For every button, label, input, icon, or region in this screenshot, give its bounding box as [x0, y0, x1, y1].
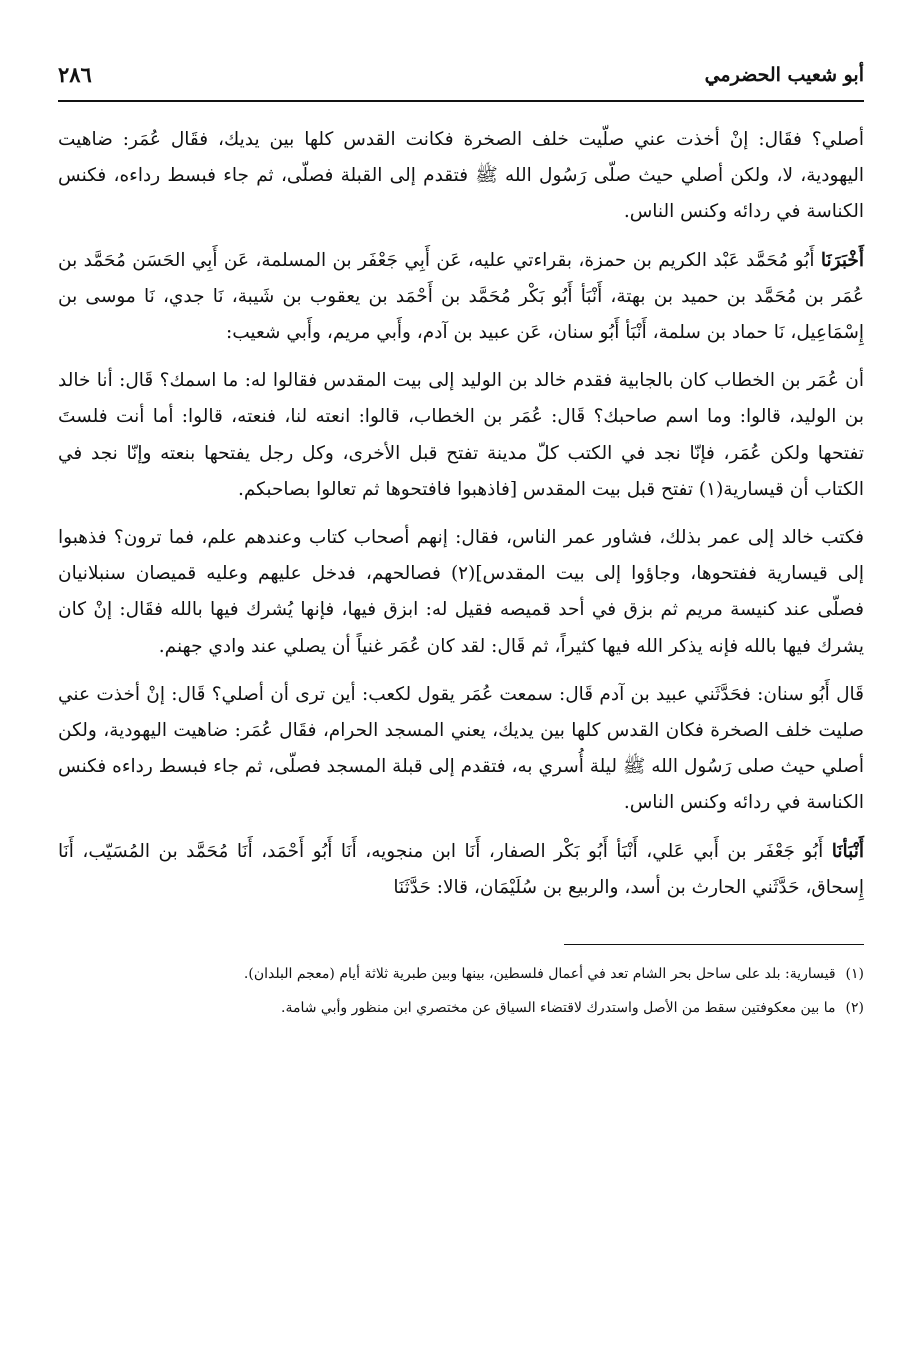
paragraph: [58, 243, 864, 352]
paragraph-text: فكتب خالد إلى عمر بذلك، فشاور عمر الناس، فقال: إنهم أصحاب كتاب وعندهم علم، فما ترون؟ فذهبوا إلى قيسارية ففتحوها، وجاؤوا إلى بيت المقدس](٢) فصالحهم، فدخل عليهم وعليه قميصان سنبلانيان فصلّى عند كنيسة مريم ثم بزق في أحد قميصه فقيل له: ابزق فيها، فإنها يُشرك فيها بالله فقَال: إنْ كان يشرك فيها بالله فإنه يذكر الله فيها كثيراً، ثم قَال: لقد كان عُمَر غنياً أن يصلي عند وادي جهنم.: [58, 527, 864, 657]
paragraph-text: قَال أَبُو سنان: فحَدَّثَني عبيد بن آدم قَال: سمعت عُمَر يقول لكعب: أين ترى أن أصلي؟ قَال: إنْ أخذت عني صليت خلف الصخرة فكان القدس كلها بين يديك، يعني المسجد الحرام، فقَال عُمَر: ضاهيت اليهودية، ولكن أصلي حيث صلى رَسُول الله ﷺ ليلة أُسري به، فتقدم إلى قبلة المسجد فصلّى، ثم جاء فبسط رداءه فكنس الكناسة في ردائه وكنس الناس.: [58, 683, 864, 814]
page-number: ٢٨٦: [58, 62, 92, 87]
footnote-text: قيسارية: بلد على ساحل بحر الشام تعد في أعمال فلسطين، بينها وبين طبرية ثلاثة أيام (معجم البلدان).: [243, 966, 836, 983]
paragraph-text: أَبُو جَعْفَر بن أَبي عَلي، أَنْبَأ أَبُو بَكْر الصفار، أَنَا ابن منجويه، أَنَا أَبُو أَحْمَد، أَنَا مُحَمَّد بن المُسَيّب، أَنَا إِسحاق، حَدَّثَني الحارث بن أسد، والربيع بن سُلَيْمَان، قالا: حَدَّثَنَا: [58, 840, 864, 898]
paragraph: [58, 363, 864, 508]
paragraph: [58, 677, 864, 822]
paragraph-text: أَبُو مُحَمَّد عَبْد الكريم بن حمزة، بقراءتي عليه، عَن أَبِي جَعْفَر بن المسلمة، عَن أَبِي الحَسَن مُحَمَّد بن عُمَر بن مُحَمَّد بن حميد بن بهتة، أَنْبَأ أَبُو بَكْر مُحَمَّد بن أَحْمَد بن يعقوب بن شَيبة، نَا جدي، نَا موسى بن إِسْمَاعِيل، نَا حماد بن سلمة، أَنْبَأ أَبُو سنان، عَن عبيد بن آدم، وأَبي مريم، وأَبي شعيب:: [58, 249, 864, 344]
footnote: [58, 995, 864, 1021]
paragraph-text: أصلي؟ فقَال: إنْ أخذت عني صلّيت خلف الصخرة فكانت القدس كلها بين يديك، فقَال عُمَر: ضاهيت اليهودية، لا، ولكن أصلي حيث صلّى رَسُول الله ﷺ فتقدم إلى القبلة فصلّى، ثم جاء فبسط رداءه، فكنس الكناسة في ردائه وكنس الناس.: [58, 129, 864, 223]
page-header: [58, 58, 864, 102]
footnote-marker: (١): [845, 966, 864, 983]
footnotes: [58, 961, 864, 1021]
paragraph: [58, 122, 864, 231]
footnote-separator: [564, 944, 864, 945]
paragraph: [58, 834, 864, 906]
running-title: أبو شعيب الحضرمي: [704, 64, 864, 86]
paragraph: [58, 520, 864, 665]
isnad-lead-word: أَخْبَرَنَا: [820, 249, 864, 271]
paragraph-text: أن عُمَر بن الخطاب كان بالجابية فقدم خالد بن الوليد إلى بيت المقدس فقالوا له: ما اسمك؟ قَال: أنا خالد بن الوليد، قالوا: وما اسم صاحبك؟ قَال: عُمَر بن الخطاب، قالوا: انعته لنا، فنعته، قالوا: أما أنت فلستَ تفتحها ولكن عُمَر، فإنّا نجد في الكتب كلّ مدينة تفتح قبل الأخرى، وكل رجل يفتحها بنعته وإنّا نجد في الكتاب أن قيسارية(١) تفتح قبل بيت المقدس [فاذهبوا فافتحوها ثم تعالوا بصاحبكم.: [58, 370, 864, 500]
isnad-lead-word: أَنْبَأنَا: [831, 840, 864, 862]
main-text: [58, 122, 864, 906]
footnote-text: ما بين معكوفتين سقط من الأصل واستدرك لاقتضاء السياق عن مختصري ابن منظور وأبي شامة.: [281, 1000, 836, 1017]
footnote: [58, 961, 864, 987]
book-page: [58, 58, 864, 1029]
footnote-marker: (٢): [845, 1000, 864, 1017]
